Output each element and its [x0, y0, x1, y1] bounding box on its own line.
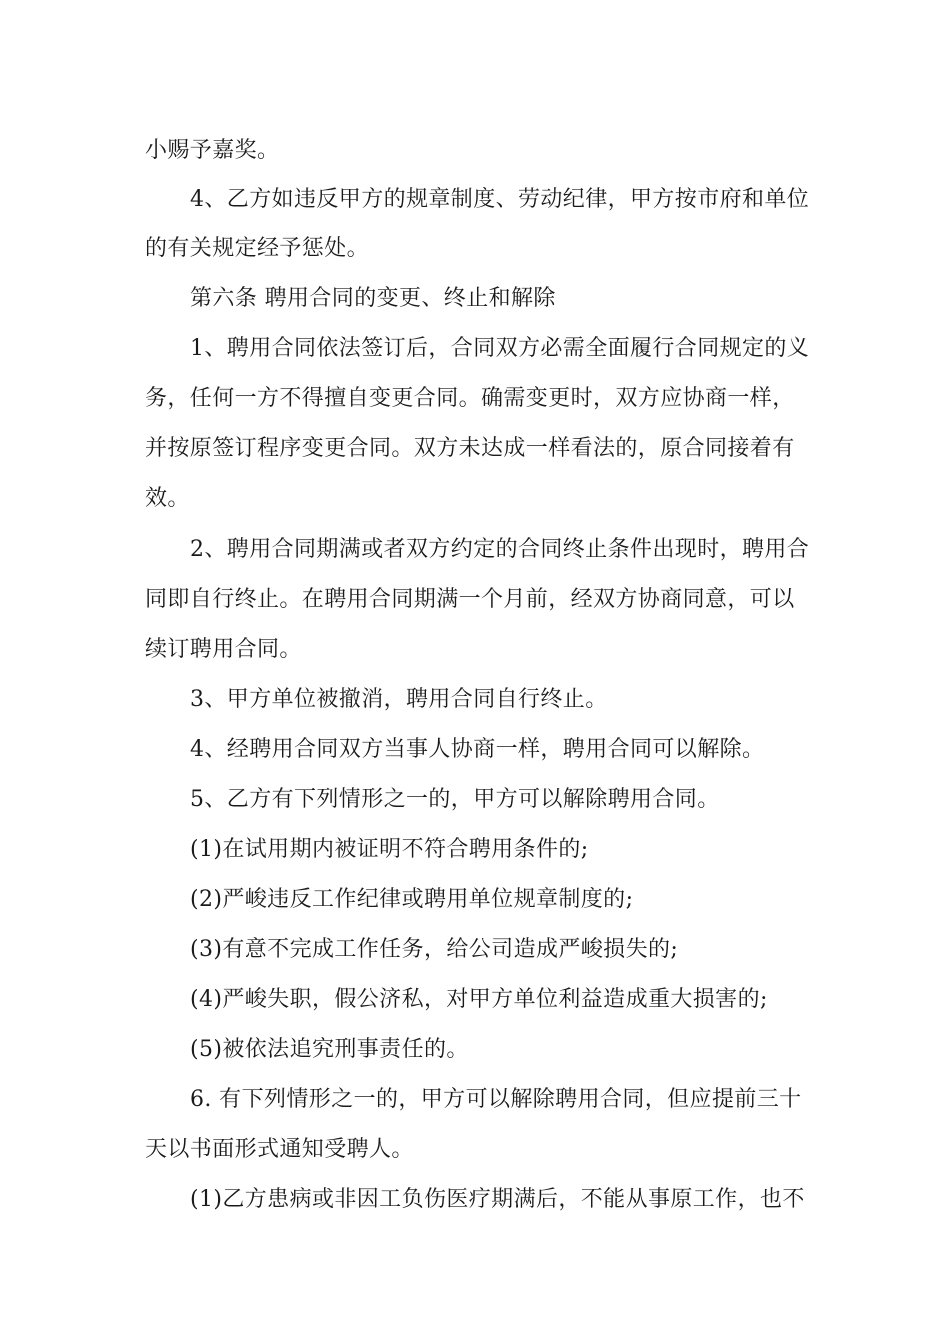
- paragraph-line: 同即自行终止。在聘用合同期满一个月前，经双方协商同意，可以: [145, 587, 795, 612]
- paragraph-line: 4、乙方如违反甲方的规章制度、劳动纪律，甲方按市府和单位: [190, 187, 810, 212]
- paragraph-line: 6. 有下列情形之一的，甲方可以解除聘用合同，但应提前三十: [190, 1087, 802, 1112]
- paragraph-line: 的有关规定经予惩处。: [145, 236, 370, 261]
- paragraph-line: 并按原签订程序变更合同。双方未达成一样看法的，原合同接着有: [145, 436, 795, 461]
- paragraph-line: 4、经聘用合同双方当事人协商一样，聘用合同可以解除。: [190, 737, 765, 762]
- list-item: (1)乙方患病或非因工负伤医疗期满后，不能从事原工作，也不: [190, 1187, 805, 1212]
- list-item: (1)在试用期内被证明不符合聘用条件的;: [190, 837, 589, 862]
- paragraph-line: 务，任何一方不得擅自变更合同。确需变更时，双方应协商一样，: [145, 386, 795, 411]
- list-item: (4)严峻失职，假公济私，对甲方单位利益造成重大损害的;: [190, 987, 768, 1012]
- list-item: (3)有意不完成工作任务，给公司造成严峻损失的;: [190, 937, 679, 962]
- paragraph-line: 5、乙方有下列情形之一的，甲方可以解除聘用合同。: [190, 787, 720, 812]
- list-item: (2)严峻违反工作纪律或聘用单位规章制度的;: [190, 887, 634, 912]
- paragraph-line: 1、聘用合同依法签订后，合同双方必需全面履行合同规定的义: [190, 336, 810, 361]
- list-item: (5)被依法追究刑事责任的。: [190, 1037, 469, 1062]
- paragraph-line: 续订聘用合同。: [145, 637, 302, 662]
- paragraph-line: 3、甲方单位被撤消，聘用合同自行终止。: [190, 687, 608, 712]
- section-heading: 第六条 聘用合同的变更、终止和解除: [190, 286, 556, 311]
- paragraph-line: 2、聘用合同期满或者双方约定的合同终止条件出现时，聘用合: [190, 537, 810, 562]
- paragraph-line: 小赐予嘉奖。: [145, 138, 280, 163]
- paragraph-line: 效。: [145, 486, 190, 511]
- paragraph-line: 天以书面形式通知受聘人。: [145, 1137, 414, 1162]
